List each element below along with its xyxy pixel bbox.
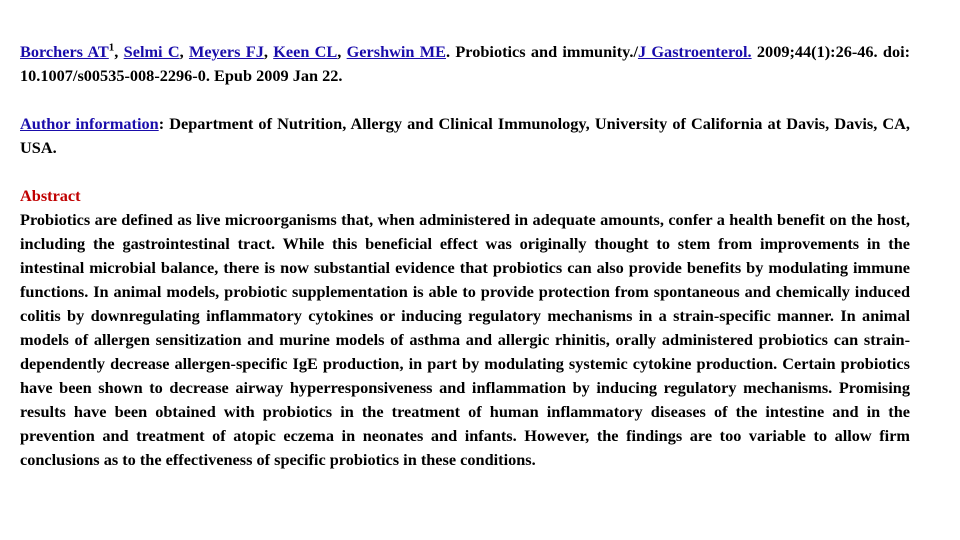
author-link[interactable]: Selmi C [123,42,180,61]
author-link[interactable]: Meyers FJ [188,42,264,61]
citation: Borchers $AT^1$, Selmi C, Meyers FJ, Keen CL, Gershwin ME. Probiotics and immunity./J Gastroenterol. 2009;44(1):26-46. doi: 10.1007/s00535-008-2296-0. Epub 2009 Jan 22. [20,41,911,85]
author-link[interactable]: Borchers AT [20,42,109,61]
journal-link[interactable]: J Gastroenterol. [637,42,752,61]
abstract-body: Probiotics are defined as live microorganisms that, when administered in adequate amounts, confer a health benefit on the host, including the gastrointestinal tract. While this beneficial effect was originally thought to stem from improvements in the intestinal microbial balance, there is now substantial evidence that probiotics can also provide benefits by modulating immune functions. In animal models, probiotic supplementation is able to provide protection from spontaneous and chemically induced colitis by downregulating inflammatory cytokines or inducing regulatory mechanisms in a strain-specific manner. In animal models of allergen sensitization and murine models of asthma and allergic rhinitis, orally administered probiotics can strain-dependently decrease allergen-specific IgE production, in part by modulating systemic cytokine production. Certain probiotics have been shown to decrease airway hyperresponsiveness and inflammation by inducing regulatory mechanisms. Promising results have been obtained with probiotics in the treatment of human inflammatory diseases of the intestine and in the prevention and treatment of atopic eczema in neonates and infants. However, the findings are too variable to allow firm conclusions as to the effectiveness of specific probiotics in these conditions. [20,210,910,469]
abstract-heading: Abstract [20,186,81,205]
affiliation-text: : Department of Nutrition, Allergy and Clinical Immunology, University of California at Davis, Davis, CA, USA. [20,114,910,157]
citation-details: 2009;44(1):26-46. doi: 10.1007/s00535-008-2296-0. Epub 2009 Jan 22. [20,42,911,85]
article-title: Probiotics and immunity. [455,42,634,61]
author-link[interactable]: Gershwin ME [346,42,446,61]
author-information-link[interactable]: Author information [20,114,159,133]
document-page [20,40,910,472]
affiliation-marker: 1 [108,41,115,54]
affiliation [20,112,910,160]
author-link[interactable]: Keen CL [273,42,338,61]
